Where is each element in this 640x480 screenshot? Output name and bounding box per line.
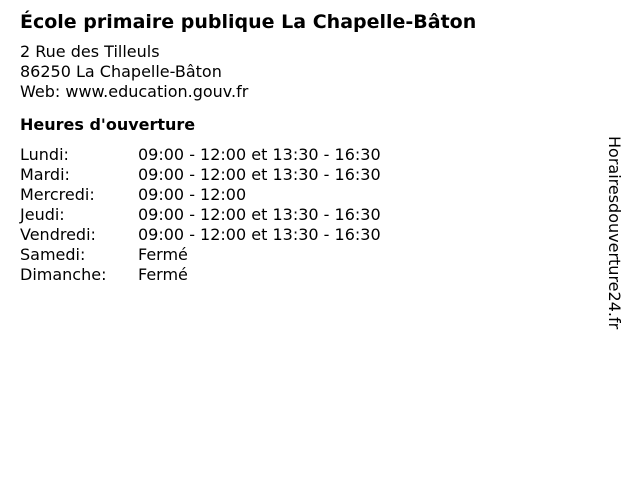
day-label: Lundi: [20, 145, 69, 164]
postal-city: 86250 La Chapelle-Bâton [20, 62, 222, 81]
website-link[interactable]: Web: www.education.gouv.fr [20, 82, 249, 101]
hours-row-tuesday [20, 165, 600, 185]
school-name: École primaire publique La Chapelle-Bâton [20, 11, 477, 33]
street-address: 2 Rue des Tilleuls [20, 42, 160, 61]
day-label: Vendredi: [20, 225, 96, 244]
school-card [20, 10, 600, 285]
hours-row-sunday [20, 265, 600, 285]
day-label: Samedi: [20, 245, 86, 264]
time-value: 09:00 - 12:00 et 13:30 - 16:30 [138, 205, 381, 224]
opening-hours-heading: Heures d'ouverture [20, 115, 196, 134]
day-label: Mardi: [20, 165, 70, 184]
opening-hours-table [20, 145, 600, 285]
time-value: 09:00 - 12:00 [138, 185, 247, 204]
day-label: Dimanche: [20, 265, 107, 284]
day-label: Mercredi: [20, 185, 95, 204]
school-address [20, 42, 600, 102]
day-label: Jeudi: [20, 205, 65, 224]
time-value: Fermé [138, 245, 188, 264]
hours-row-saturday [20, 245, 600, 265]
time-value: Fermé [138, 265, 188, 284]
brand-watermark: Horairesdouverture24.fr [605, 136, 624, 330]
hours-row-friday [20, 225, 600, 245]
time-value: 09:00 - 12:00 et 13:30 - 16:30 [138, 165, 381, 184]
time-value: 09:00 - 12:00 et 13:30 - 16:30 [138, 145, 381, 164]
hours-row-thursday [20, 205, 600, 225]
hours-row-monday [20, 145, 600, 165]
hours-row-wednesday [20, 185, 600, 205]
time-value: 09:00 - 12:00 et 13:30 - 16:30 [138, 225, 381, 244]
